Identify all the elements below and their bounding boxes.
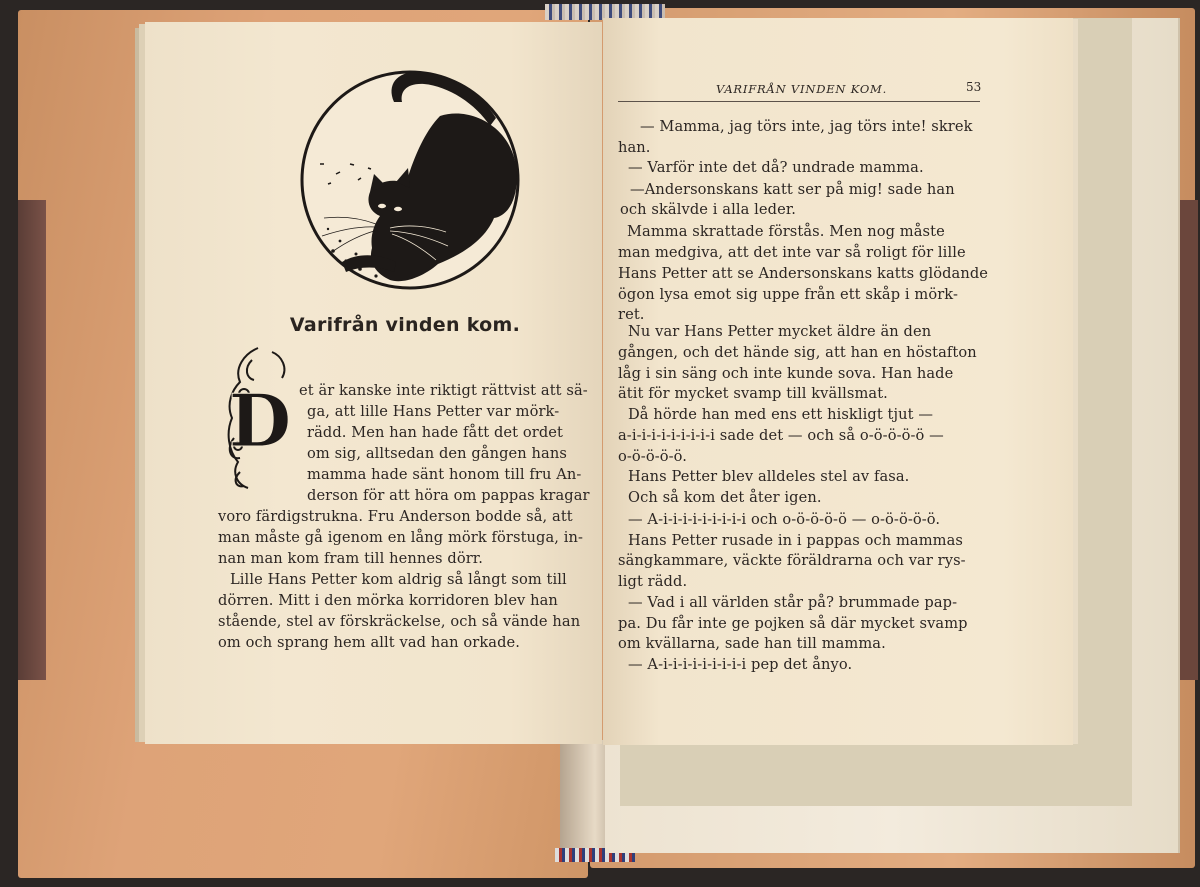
text-line: rädd. Men han hade fått det ordet — [307, 424, 563, 441]
text-line: voro färdigstrukna. Fru Anderson bodde så, att — [218, 508, 573, 525]
chapter-title: Varifrån vinden kom. — [289, 314, 521, 336]
text-line: ret. — [618, 306, 645, 323]
text-line: ögon lysa emot sig uppe från ett skåp i mörk- — [618, 286, 959, 303]
text-line: ga, att lille Hans Petter var mörk- — [307, 403, 560, 420]
drop-cap-letter: D — [228, 378, 292, 463]
text-line: och skälvde i alla leder. — [620, 201, 797, 218]
text-line: om sig, alltsedan den gången hans — [307, 445, 567, 462]
text-line: om och sprang hem allt vad han orkade. — [218, 634, 520, 651]
cat-illustration — [298, 66, 526, 294]
text-line: Hans Petter blev alldeles stel av fasa. — [628, 468, 910, 485]
text-line: nan man kom fram till hennes dörr. — [218, 550, 483, 567]
cover-leather-edge-left — [18, 200, 46, 680]
text-line: Nu var Hans Petter mycket äldre än den — [628, 323, 932, 340]
text-line: et är kanske inte riktigt rättvist att sä- — [299, 382, 588, 399]
text-line: Hans Petter rusade in i pappas och mammas — [628, 532, 963, 549]
text-line: ligt rädd. — [618, 573, 688, 590]
running-head: VARIFRÅN VINDEN KOM. — [716, 82, 888, 96]
cover-leather-edge-right — [1180, 200, 1198, 680]
text-line: man medgiva, att det inte var så roligt för lille — [618, 244, 966, 261]
text-line: — A-i-i-i-i-i-i-i-i-i och o-ö-ö-ö-ö — o-ö-ö-ö-ö. — [628, 511, 941, 528]
text-line: Mamma skrattade förstås. Men nog måste — [627, 223, 945, 240]
header-rule — [618, 101, 980, 102]
text-line: — A-i-i-i-i-i-i-i-i-i pep det ånyo. — [628, 656, 853, 673]
text-line: man måste gå igenom en lång mörk förstuga, in- — [218, 529, 584, 546]
text-line: Hans Petter att se Andersonskans katts glödande — [618, 265, 989, 282]
text-line: —Andersonskans katt ser på mig! sade han — [630, 181, 955, 198]
ornamental-drop-cap — [222, 342, 294, 492]
text-line: — Mamma, jag törs inte, jag törs inte! skrek — [640, 118, 973, 135]
text-line: a-i-i-i-i-i-i-i-i-i sade det — och så o-ö-ö-ö-ö — — [618, 427, 944, 444]
text-line: mamma hade sänt honom till fru An- — [307, 466, 582, 483]
text-line: pa. Du får inte ge pojken så där mycket svamp — [618, 615, 968, 632]
text-line: han. — [618, 139, 651, 156]
text-line: om kvällarna, sade han till mamma. — [618, 635, 886, 652]
page-number: 53 — [966, 80, 982, 94]
text-line: sängkammare, väckte föräldrarna och var rys- — [618, 552, 966, 569]
text-line: derson för att höra om pappas kragar — [307, 487, 590, 504]
text-line: gången, och det hände sig, att han en höstafton — [618, 344, 977, 361]
text-line: dörren. Mitt i den mörka korridoren blev han — [218, 592, 558, 609]
text-line: o-ö-ö-ö-ö. — [618, 448, 688, 465]
text-line: Och så kom det åter igen. — [628, 489, 822, 506]
text-line: Då hörde han med ens ett hiskligt tjut — — [628, 406, 934, 423]
text-line: — Vad i all världen står på? brummade pap- — [628, 594, 958, 611]
text-line: stående, stel av förskräckelse, och så vände han — [218, 613, 581, 630]
text-line: ätit för mycket svamp till kvällsmat. — [618, 385, 888, 402]
text-line: Lille Hans Petter kom aldrig så långt som till — [230, 571, 567, 588]
text-line: låg i sin säng och inte kunde sova. Han hade — [618, 365, 954, 382]
text-line: — Varför inte det då? undrade mamma. — [628, 159, 924, 176]
